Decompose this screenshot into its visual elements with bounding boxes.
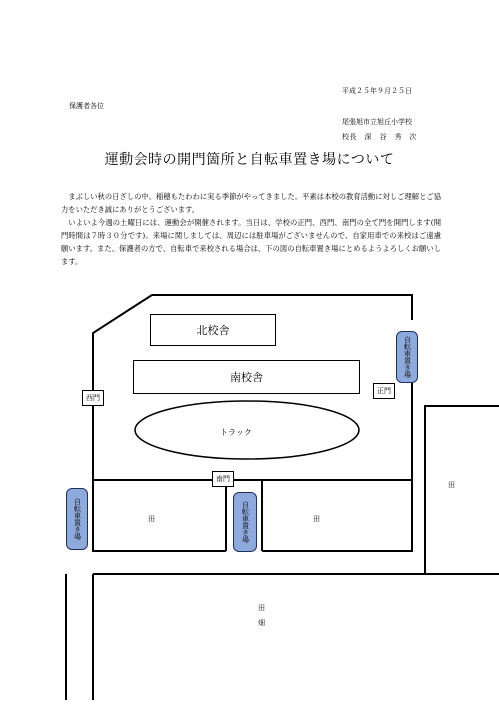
paragraph-1: まぶしい秋の日ざしの中、稲穂もたわわに実る季節がやってきました。平素は本校の教育活動に対しご理解とご協力をいただき誠にありがとうございます。 [61, 192, 441, 214]
recipient: 保護者各位 [69, 102, 104, 110]
field-label-south-1: 田 [258, 604, 265, 612]
south-gate-label: 南門 [212, 471, 234, 487]
principal-name: 校長 深 谷 秀 次 [342, 133, 417, 141]
west-field-edge [93, 480, 226, 551]
main-gate-label: 正門 [373, 383, 395, 399]
paragraph-2: いよいよ今週の土曜日には、運動会が開催されます。当日は、学校の正門、西門、南門の全て門を開門します(開門時間は７時３０分です)。来場に関しましては、周辺には駐車場がございませんので、自家用車での来校はご遠慮願います。また、保護者の方で、自転車で来校される場合は、下の図の自転車置き場にとめるようよろしくお願いします。 [61, 218, 441, 266]
bike-parking-south: 自転車置き場 [233, 492, 257, 552]
west-gate-label: 西門 [82, 390, 104, 406]
school-name: 尾張旭市立旭丘小学校 [342, 118, 412, 126]
bike-parking-west: 自転車置き場 [66, 488, 88, 550]
track-label: トラック [220, 428, 252, 437]
field-label-far-east: 田 [448, 481, 455, 489]
page-title: 運動会時の開門箇所と自転車置き場について [104, 152, 395, 168]
east-field-edge [262, 480, 412, 551]
document-date: 平成２５年９月２５日 [342, 87, 412, 95]
north-building: 北校舎 [150, 314, 276, 346]
field-label-west: 田 [148, 515, 155, 523]
field-label-east: 田 [313, 515, 320, 523]
east-road [425, 406, 499, 574]
field-label-south-2: 畑 [258, 619, 265, 627]
south-building: 南校舎 [133, 360, 360, 394]
bike-parking-north: 自転車置き場 [396, 331, 418, 383]
